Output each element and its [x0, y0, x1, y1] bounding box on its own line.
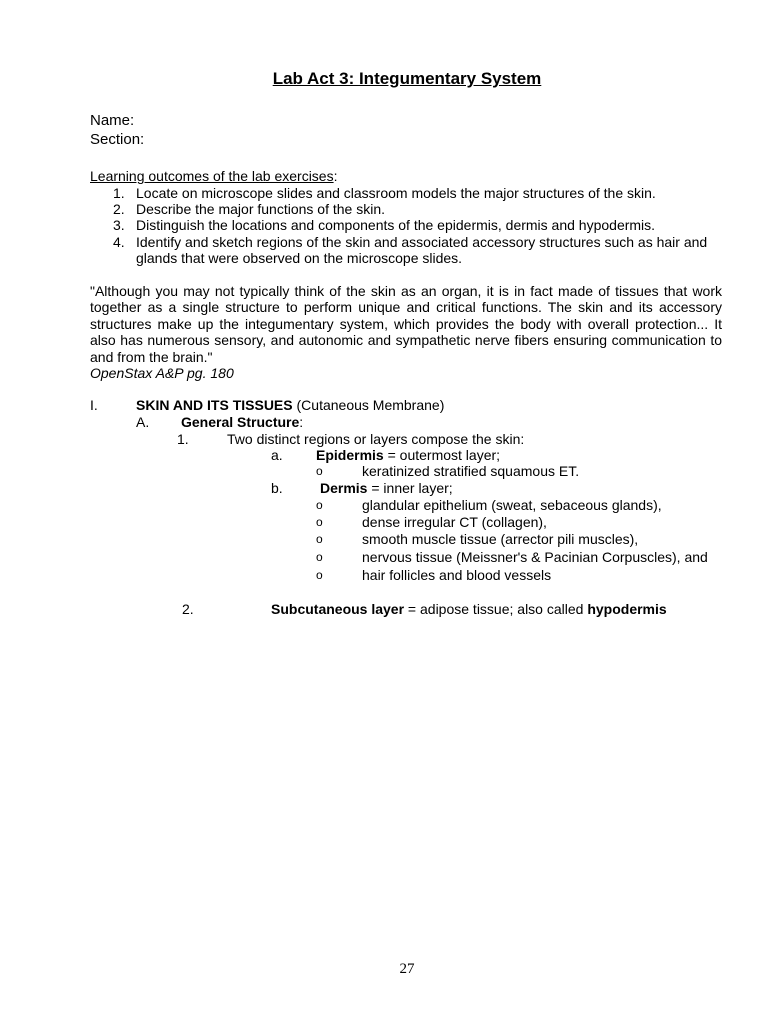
outline-letter: a. — [271, 447, 283, 463]
subsection-heading-colon: : — [299, 414, 304, 430]
outcomes-heading — [90, 168, 337, 184]
outline-number: 2. — [182, 601, 194, 617]
epidermis-rest: = outermost layer; — [383, 447, 501, 463]
subcutaneous-mid: = adipose tissue; also called — [404, 601, 588, 617]
bullet-marker: o — [316, 568, 323, 582]
outcome-text-continued: glands that were observed on the microscope slides. — [136, 250, 463, 266]
outline-item-text: Two distinct regions or layers compose the skin: — [227, 431, 525, 447]
bullet-text: glandular epithelium (sweat, sebaceous glands), — [362, 497, 662, 513]
subcutaneous-term: Subcutaneous layer — [271, 601, 405, 617]
bullet-text: keratinized stratified squamous ET. — [362, 463, 580, 479]
bullet-marker: o — [316, 532, 323, 546]
outcome-number: 1. — [113, 185, 125, 201]
hypodermis-term: hypodermis — [587, 601, 667, 617]
outcome-number: 2. — [113, 201, 125, 217]
outline-roman-numeral: I. — [90, 397, 98, 413]
epidermis-definition — [316, 447, 500, 463]
outcome-number: 3. — [113, 217, 125, 233]
bullet-marker: o — [316, 550, 323, 564]
outcomes-heading-colon: : — [333, 168, 338, 184]
bullet-marker: o — [316, 498, 323, 512]
bullet-marker: o — [316, 464, 323, 478]
section-heading-bold: SKIN AND ITS TISSUES — [136, 397, 293, 413]
outcome-text: Identify and sketch regions of the skin and associated accessory structures such as hair and — [136, 234, 708, 250]
quote-source: OpenStax A&P pg. 180 — [90, 365, 234, 381]
bullet-marker: o — [316, 515, 323, 529]
subsection-letter: A. — [136, 414, 150, 430]
section-label: Section: — [90, 131, 145, 148]
outcome-text: Distinguish the locations and components of the epidermis, dermis and hypodermis. — [136, 217, 656, 233]
epidermis-term: Epidermis — [316, 447, 384, 463]
quote-paragraph: "Although you may not typically think of the skin as an organ, it is in fact made of tissues that work together as a single structure to perform unique and critical functions. The skin and its accessory structures make up the integumentary system, which provides the body with overall protection... It also has numerous sensory, and autonomic and sympathetic nerve fibers ensuring communication to and from the brain." — [90, 283, 722, 365]
dermis-definition — [320, 480, 453, 496]
bullet-text: smooth muscle tissue (arrector pili muscles), — [362, 531, 639, 547]
dermis-term: Dermis — [320, 480, 368, 496]
outline-letter: b. — [271, 480, 283, 496]
dermis-rest: = inner layer; — [367, 480, 453, 496]
subcutaneous-definition — [271, 601, 667, 617]
section-heading — [136, 397, 444, 413]
outline-number: 1. — [177, 431, 189, 447]
bullet-text: dense irregular CT (collagen), — [362, 514, 547, 530]
page-number: 27 — [399, 961, 415, 977]
outcome-text: Locate on microscope slides and classroom models the major structures of the skin. — [136, 185, 656, 201]
outcomes-heading-text: Learning outcomes of the lab exercises — [90, 168, 334, 184]
bullet-text: hair follicles and blood vessels — [362, 567, 552, 583]
section-heading-rest: (Cutaneous Membrane) — [292, 397, 445, 413]
outcome-text: Describe the major functions of the skin. — [136, 201, 386, 217]
document-title: Lab Act 3: Integumentary System — [272, 69, 542, 88]
name-label: Name: — [90, 112, 135, 129]
subsection-heading-bold: General Structure — [181, 414, 300, 430]
subsection-heading — [181, 414, 303, 430]
outcome-number: 4. — [113, 234, 125, 250]
bullet-text: nervous tissue (Meissner's & Pacinian Corpuscles), and — [362, 549, 708, 565]
